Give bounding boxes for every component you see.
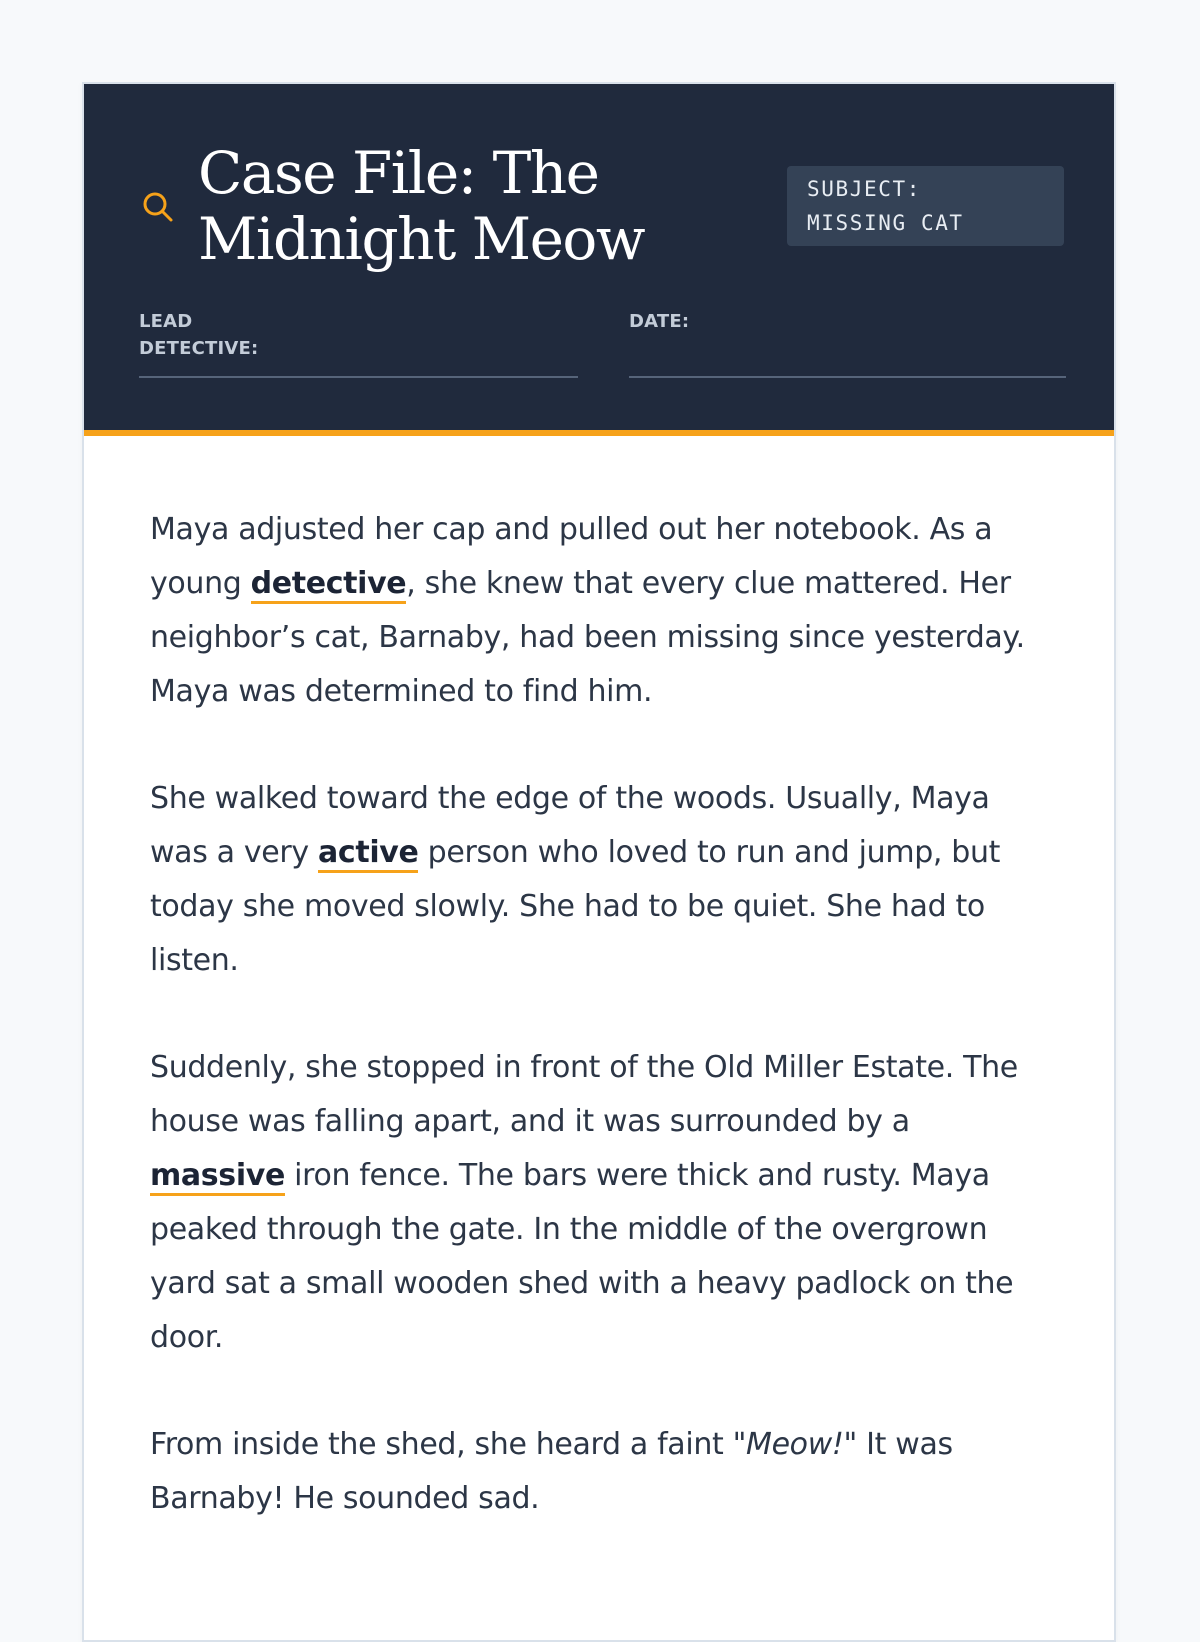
story-text xyxy=(150,503,1053,1579)
vocabulary-word[interactable]: massive xyxy=(150,1158,285,1196)
lead-detective-field[interactable] xyxy=(139,308,578,378)
story-text-segment: She walked toward the edge of the woods. Usually, Maya was a very xyxy=(150,781,990,870)
date-field[interactable] xyxy=(629,308,1066,378)
vocabulary-word[interactable]: detective xyxy=(251,566,407,604)
story-paragraph xyxy=(150,1041,1053,1365)
subject-badge: SUBJECT: MISSING CAT xyxy=(787,166,1064,246)
story-text-segment: iron fence. The bars were thick and rusty. Maya peaked through the gate. In the middle of the overgrown yard sat a small wooden shed with a heavy padlock on the door. xyxy=(150,1158,1014,1355)
story-text-segment: , she knew that every clue mattered. Her neighbor’s cat, Barnaby, had been missing since yesterday. Maya was determined to find him. xyxy=(150,566,1025,709)
emphasized-sound: "Meow!" xyxy=(732,1427,857,1462)
story-paragraph xyxy=(150,1418,1053,1526)
story-paragraph xyxy=(150,503,1053,719)
search-icon xyxy=(140,189,176,225)
story-text-segment: From inside the shed, she heard a faint xyxy=(150,1427,733,1462)
story-text-segment: Maya adjusted her cap and pulled out her notebook. As a young xyxy=(150,512,993,601)
lead-detective-label: LEAD DETECTIVE: xyxy=(139,311,259,359)
vocabulary-word[interactable]: active xyxy=(318,835,418,873)
date-label: DATE: xyxy=(629,311,690,332)
story-text-segment: person who loved to run and jump, but today she moved slowly. She had to be quiet. She had to listen. xyxy=(150,835,1001,978)
story-text-segment: Suddenly, she stopped in front of the Old Miller Estate. The house was falling apart, and it was surrounded by a xyxy=(150,1050,1018,1139)
page-title: Case File: The Midnight Meow xyxy=(198,139,644,273)
story-paragraph xyxy=(150,772,1053,988)
case-file-card xyxy=(82,82,1116,1642)
story-text-segment: It was Barnaby! He sounded sad. xyxy=(150,1427,953,1516)
case-file-header xyxy=(84,84,1114,436)
